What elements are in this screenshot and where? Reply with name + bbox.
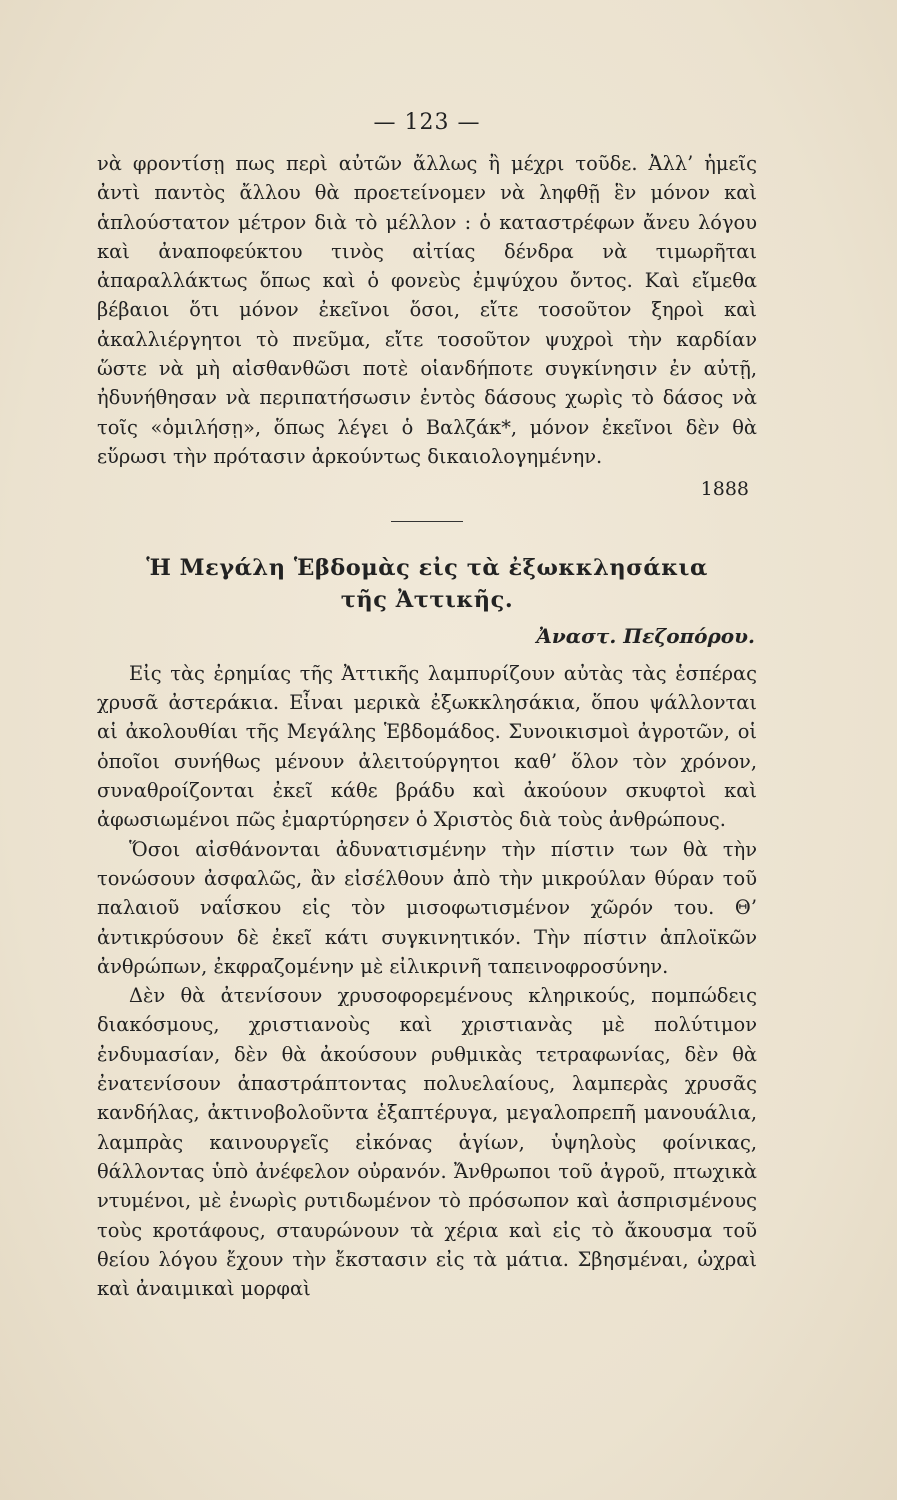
paragraph-2: Ὅσοι αἰσθάνονται ἀδυνατισμένην τὴν πίστιν των θὰ τὴν τονώσουν ἀσφαλῶς, ἂν εἰσέλθουν ἀπὸ τὴν μικρούλαν θύραν τοῦ παλαιοῦ ναΐσκου εἰς τὸν μισοφωτισμένον χῶρόν του. Θ’ ἀντικρύσουν δὲ ἐκεῖ κάτι συγκινητικόν. Τὴν πίστιν ἁπλοϊκῶν ἀνθρώπων, ἐκφραζομένην μὲ εἰλικρινῆ ταπεινοφροσύνην. <box>97 837 757 978</box>
article-title <box>97 552 757 616</box>
section-divider <box>391 521 463 522</box>
article-author: Ἀναστ. Πεζοπόρου. <box>536 623 755 648</box>
year: 1888 <box>700 478 749 501</box>
article-title-line-1: Ἡ Μεγάλη Ἑβδομὰς εἰς τὰ ἐξωκκλησάκια <box>146 554 708 581</box>
page-body <box>97 149 757 1303</box>
article-title-line-2: τῆς Ἀττικῆς. <box>340 586 514 613</box>
continued-paragraph: νὰ φροντίσῃ πως περὶ αὐτῶν ἄλλως ἢ μέχρι τοῦδε. Ἀλλ’ ἡμεῖς ἀντὶ παντὸς ἄλλου θὰ προετείνομεν νὰ ληφθῇ ἓν μόνον καὶ ἁπλούστατον μέτρον διὰ τὸ μέλλον : ὁ καταστρέφων ἄνευ λόγου καὶ ἀναποφεύκτου τινὸς αἰτίας δένδρα νὰ τιμωρῆται ἀπαραλλάκτως ὅπως καὶ ὁ φονεὺς ἐμψύχου ὄντος. Καὶ εἴμεθα βέβαιοι ὅτι μόνον ἐκεῖνοι ὅσοι, εἴτε τοσοῦτον ξηροὶ καὶ ἀκαλλιέργητοι τὸ πνεῦμα, εἴτε τοσοῦτον ψυχροὶ τὴν καρδίαν ὥστε νὰ μὴ αἰσθανθῶσι ποτὲ οἱανδήποτε συγκίνησιν ἐν αὐτῇ, ἠδυνήθησαν νὰ περιπατήσωσιν ἐντὸς δάσους χωρὶς τὸ δάσος νὰ τοῖς «ὁμιλήσῃ», ὅπως λέγει ὁ Βαλζάκ*, μόνον ἐκεῖνοι δὲν θὰ εὕρωσι τὴν πρότασιν ἀρκούντως δικαιολογημένην. <box>97 152 757 468</box>
paragraph-1: Εἰς τὰς ἐρημίας τῆς Ἀττικῆς λαμπυρίζουν αὐτὰς τὰς ἑσπέρας χρυσᾶ ἀστεράκια. Εἶναι μερικὰ ἐξωκκλησάκια, ὅπου ψάλλονται αἱ ἀκολουθίαι τῆς Μεγάλης Ἑβδομάδος. Συνοικισμοὶ ἀγροτῶν, οἱ ὁποῖοι συνήθως μένουν ἀλειτούργητοι καθ’ ὅλον τὸν χρόνον, συναθροίζονται ἐκεῖ κάθε βράδυ καὶ ἀκούουν σκυφτοὶ καὶ ἀφωσιωμένοι πῶς ἐμαρτύρησεν ὁ Χριστὸς διὰ τοὺς ἀνθρώπους. <box>97 661 757 832</box>
paragraph-3: Δὲν θὰ ἀτενίσουν χρυσοφορεμένους κληρικούς, πομπώδεις διακόσμους, χριστιανοὺς καὶ χριστιανὰς μὲ πολύτιμον ἐνδυμασίαν, δὲν θὰ ἀκούσουν ρυθμικὰς τετραφωνίας, δὲν θὰ ἐνατενίσουν ἀπαστράπτοντας πολυελαίους, λαμπερὰς χρυσᾶς κανδήλας, ἀκτινοβολοῦντα ἑξαπτέρυγα, μεγαλοπρεπῆ μανουάλια, λαμπρὰς καινουργεῖς εἰκόνας ἁγίων, ὑψηλοὺς φοίνικας, θάλλοντας ὑπὸ ἀνέφελον οὐρανόν. Ἄνθρωποι τοῦ ἀγροῦ, πτωχικὰ ντυμένοι, μὲ ἐνωρὶς ρυτιδωμένον τὸ πρόσωπον καὶ ἀσπρισμένους τοὺς κροτάφους, σταυρώνουν τὰ χέρια καὶ εἰς τὸ ἄκουσμα τοῦ θείου λόγου ἔχουν τὴν ἔκστασιν εἰς τὰ μάτια. Σβησμέναι, ὠχραὶ καὶ ἀναιμικαὶ μορφαὶ <box>97 984 757 1301</box>
page-number: — 123 — <box>373 110 481 135</box>
